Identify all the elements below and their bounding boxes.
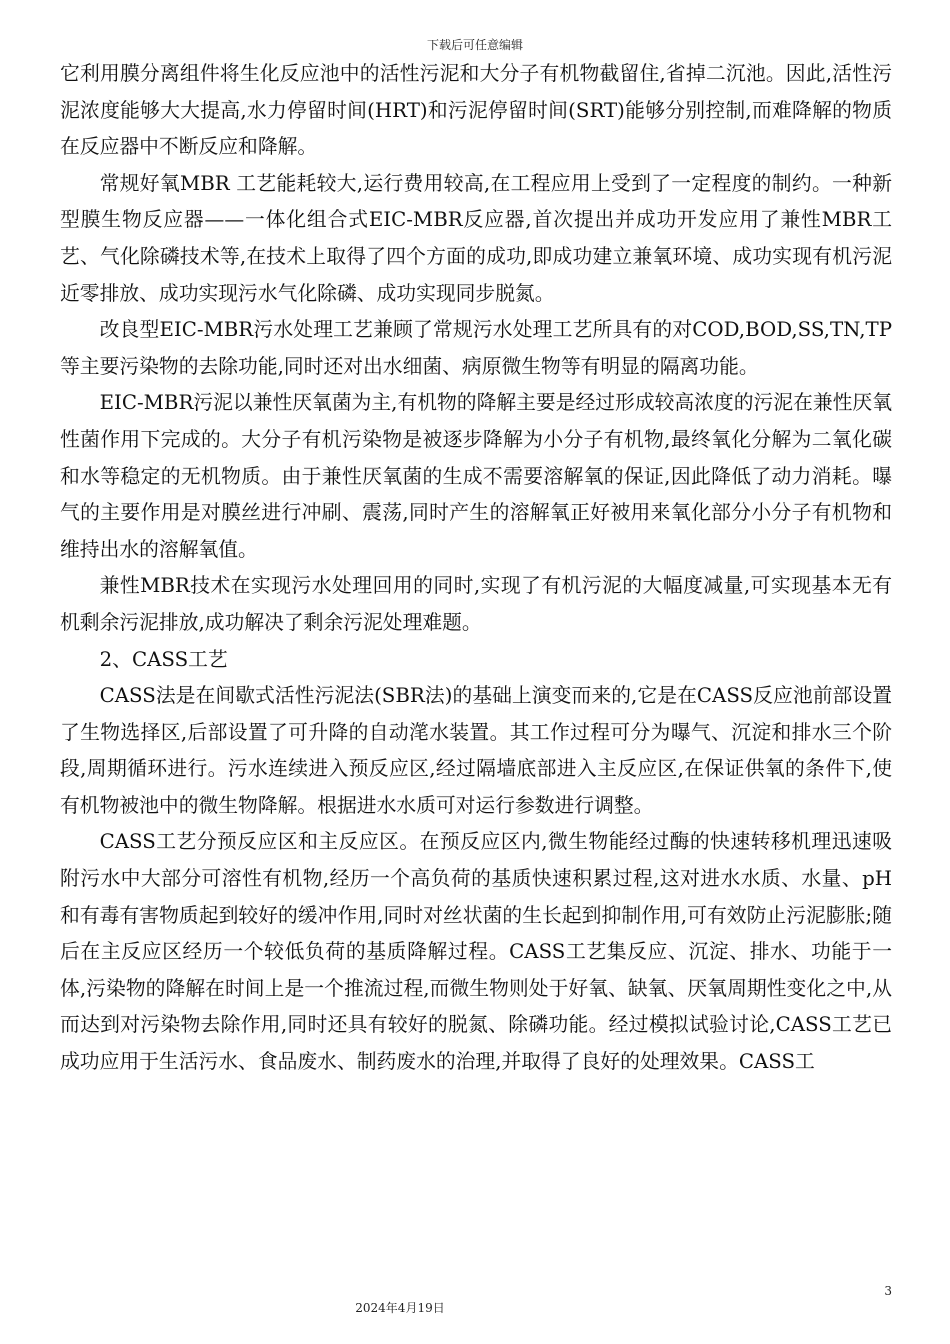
document-body (60, 56, 892, 1081)
footer-date: 2024年4月19日 (355, 1301, 445, 1315)
section-heading-cass: 2、CASS工艺 (99, 647, 228, 671)
paragraph-eic-mbr-sludge: EIC-MBR污泥以兼性厌氧菌为主,有机物的降解主要是经过形成较高浓度的污泥在兼性厌氧性菌作用下完成的。大分子有机污染物是被逐步降解为小分子有机物,最终氧化分解为二氧化碳和水等稳定的无机物质。由于兼性厌氧菌的生成不需要溶解氧的保证,因此降低了动力消耗。曝气的主要作用是对膜丝进行冲刷、震荡,同时产生的溶解氧正好被用来氧化部分小分子有机物和维持出水的溶解氧值。 (60, 391, 892, 561)
paragraph-cass-method: CASS法是在间歇式活性污泥法(SBR法)的基础上演变而来的,它是在CASS反应池前部设置了生物选择区,后部设置了可升降的自动滗水装置。其工作过程可分为曝气、沉淀和排水三个阶段,周期循环进行。污水连续进入预反应区,经过隔墙底部进入主反应区,在保证供氧的条件下,使有机物被池中的微生物降解。根据进水水质可对运行参数进行调整。 (60, 684, 892, 817)
paragraph-mbr-reduction: 兼性MBR技术在实现污水处理回用的同时,实现了有机污泥的大幅度减量,可实现基本无有机剩余污泥排放,成功解决了剩余污泥处理难题。 (60, 574, 892, 634)
paragraph-eic-mbr-development: 常规好氧MBR 工艺能耗较大,运行费用较高,在工程应用上受到了一定程度的制约。一种新型膜生物反应器——一体化组合式EIC-MBR反应器,首次提出并成功开发应用了兼性MBR工艺、气化除磷技术等,在技术上取得了四个方面的成功,即成功建立兼氧环境、成功实现有机污泥近零排放、成功实现污水气化除磷、成功实现同步脱氮。 (60, 171, 892, 305)
page-header-note: 下载后可任意编辑 (426, 38, 523, 52)
paragraph-eic-mbr-removal: 改良型EIC-MBR污水处理工艺兼顾了常规污水处理工艺所具有的对COD,BOD,SS,TN,TP等主要污染物的去除功能,同时还对出水细菌、病原微生物等有明显的隔离功能。 (60, 318, 892, 378)
paragraph-cass-process: CASS工艺分预反应区和主反应区。在预反应区内,微生物能经过酶的快速转移机理迅速吸附污水中大部分可溶性有机物,经历一个高负荷的基质快速积累过程,这对进水水质、水量、pH和有毒有害物质起到较好的缓冲作用,同时对丝状菌的生长起到抑制作用,可有效防止污泥膨胀;随后在主反应区经历一个较低负荷的基质降解过程。CASS工艺集反应、沉淀、排水、功能于一体,污染物的降解在时间上是一个推流过程,而微生物则处于好氧、缺氧、厌氧周期性变化之中,从而达到对污染物去除作用,同时还具有较好的脱氮、除磷功能。经过模拟试验讨论,CASS工艺已成功应用于生活污水、食品废水、制药废水的治理,并取得了良好的处理效果。CASS工 (60, 830, 892, 1074)
page-number: 3 (884, 1284, 892, 1298)
paragraph-mbr-intro: 它利用膜分离组件将生化反应池中的活性污泥和大分子有机物截留住,省掉二沉池。因此,活性污泥浓度能够大大提高,水力停留时间(HRT)和污泥停留时间(SRT)能够分别控制,而难降解的物质在反应器中不断反应和降解。 (60, 62, 892, 159)
